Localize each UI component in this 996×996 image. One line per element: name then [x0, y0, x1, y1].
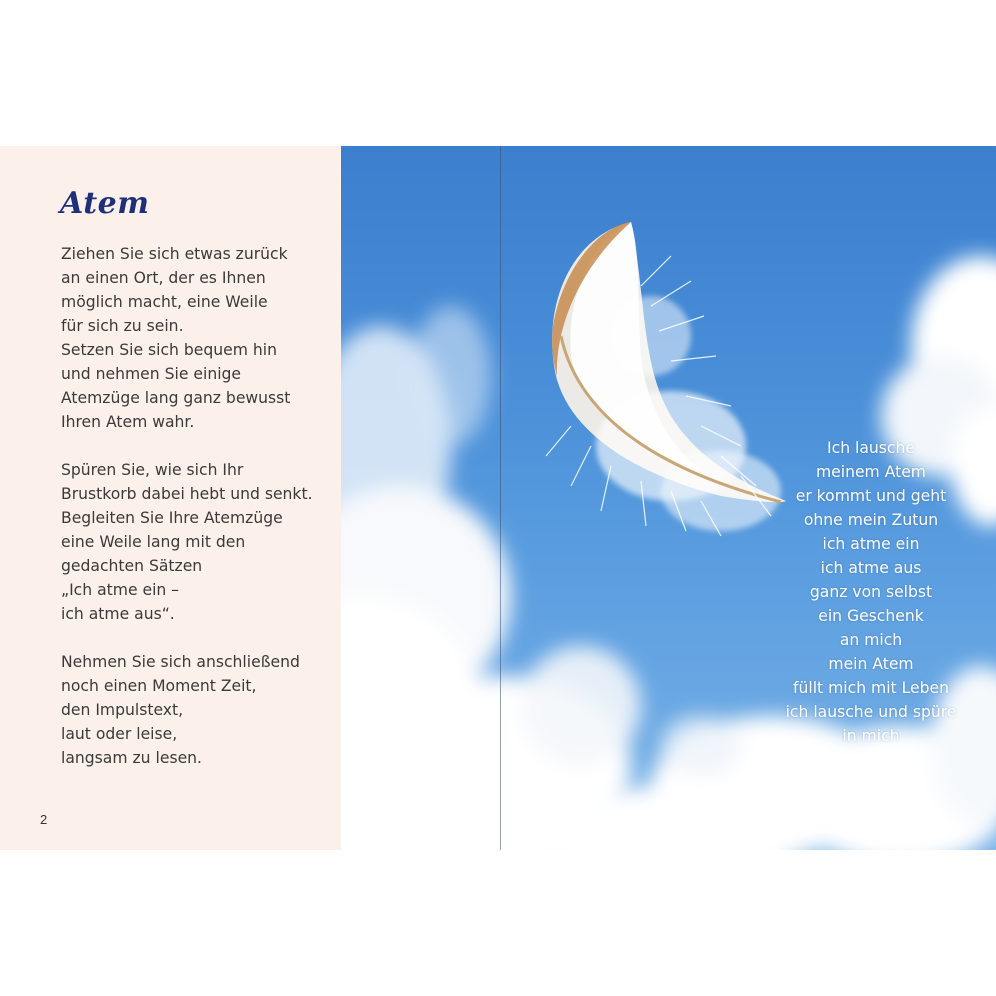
- page-fold-line: [500, 146, 501, 850]
- paragraph-1: [61, 242, 331, 434]
- text-line: Setzen Sie sich bequem hin: [61, 341, 277, 359]
- left-page: [0, 146, 341, 850]
- poem-line: meinem Atem: [815, 463, 927, 481]
- text-line: eine Weile lang mit den: [61, 533, 246, 551]
- poem-line: er kommt und geht: [795, 487, 947, 505]
- body-text: [61, 242, 331, 794]
- paragraph-3: [61, 650, 331, 770]
- page-number: 2: [40, 812, 48, 827]
- text-line: Brustkorb dabei hebt und senkt.: [61, 485, 313, 503]
- poem-line: ein Geschenk: [818, 607, 924, 625]
- text-line: an einen Ort, der es Ihnen: [61, 269, 266, 287]
- page-title: Atem: [60, 186, 150, 221]
- text-line: Begleiten Sie Ihre Atemzüge: [61, 509, 283, 527]
- poem-line: ich lausche und spüre: [785, 703, 957, 721]
- text-line: und nehmen Sie einige: [61, 365, 242, 383]
- poem-line: ich atme ein: [822, 535, 920, 553]
- text-line: Ihren Atem wahr.: [61, 413, 195, 431]
- text-line: Nehmen Sie sich anschließend: [61, 653, 300, 671]
- text-line: Spüren Sie, wie sich Ihr: [61, 461, 244, 479]
- text-line: „Ich atme ein –: [61, 581, 180, 599]
- text-line: Ziehen Sie sich etwas zurück: [61, 245, 288, 263]
- feather-image: [546, 222, 786, 536]
- poem-line: mein Atem: [828, 655, 914, 673]
- text-line: ich atme aus“.: [61, 605, 175, 623]
- text-line: laut oder leise,: [61, 725, 178, 743]
- text-line: für sich zu sein.: [61, 317, 184, 335]
- book-spread: [0, 146, 996, 850]
- text-line: gedachten Sätzen: [61, 557, 203, 575]
- text-line: noch einen Moment Zeit,: [61, 677, 257, 695]
- text-line: den Impulstext,: [61, 701, 184, 719]
- poem-line: in mich: [842, 727, 900, 745]
- text-line: Atemzüge lang ganz bewusst: [61, 389, 291, 407]
- poem-line: ohne mein Zutun: [803, 511, 939, 529]
- text-line: langsam zu lesen.: [61, 749, 203, 767]
- poem-line: Ich lausche: [827, 439, 915, 457]
- sky-photo: [341, 146, 996, 850]
- poem-line: an mich: [839, 631, 903, 649]
- paragraph-2: [61, 458, 331, 626]
- poem-line: füllt mich mit Leben: [792, 679, 950, 697]
- poem-line: ganz von selbst: [809, 583, 933, 601]
- text-line: möglich macht, eine Weile: [61, 293, 268, 311]
- poem-text: [761, 436, 981, 748]
- poem-line: ich atme aus: [820, 559, 922, 577]
